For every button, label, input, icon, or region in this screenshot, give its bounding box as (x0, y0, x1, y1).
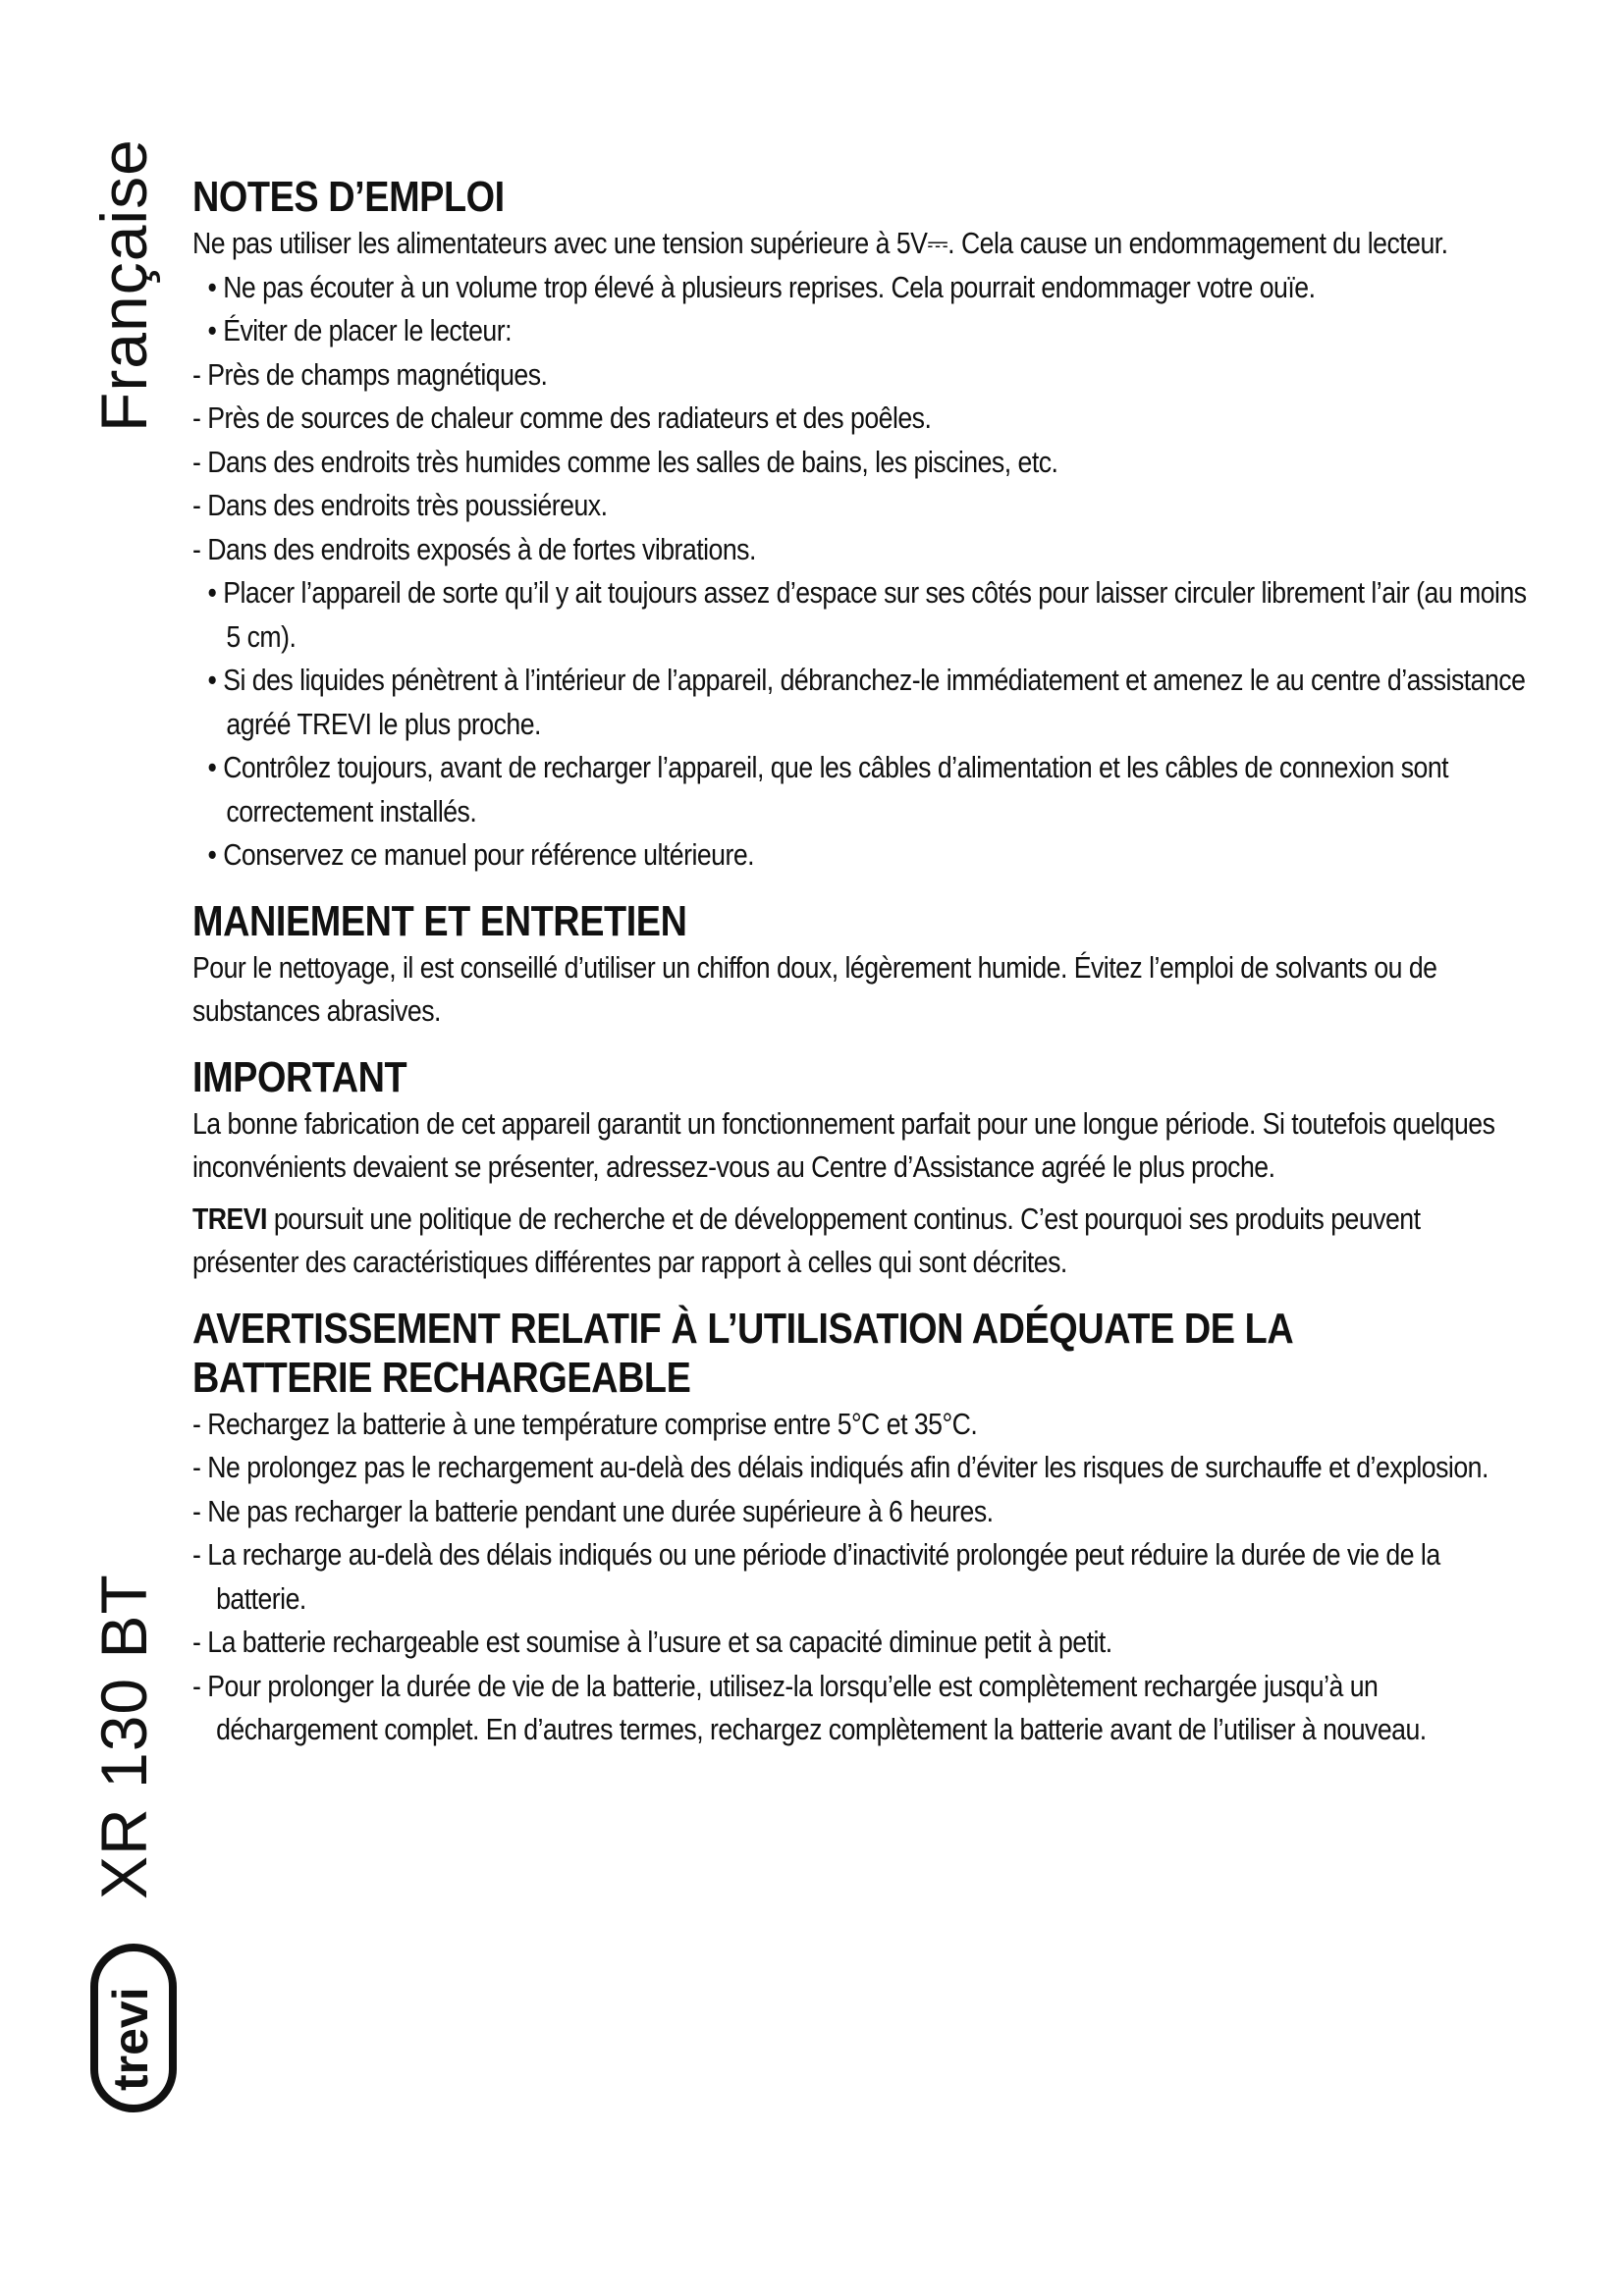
notes-item: • Conservez ce manuel pour référence ultérieure. (207, 837, 755, 872)
notes-item: • Éviter de placer le lecteur: (207, 313, 512, 347)
trevi-logo (88, 1944, 179, 2112)
notes-item: - Dans des endroits très poussiéreux. (192, 488, 608, 522)
battery-heading-line1: AVERTISSEMENT RELATIF À L’UTILISATION ADÉQUATE DE LA (192, 1304, 1294, 1353)
notes-intro: Ne pas utiliser les alimentateurs avec une tension supérieure à 5V⎓. Cela cause un endommagement du lecteur. (192, 226, 1448, 260)
notes-item: - Près de sources de chaleur comme des radiateurs et des poêles. (192, 400, 932, 435)
notes-item: • Si des liquides pénètrent à l’intérieur de l’appareil, débranchez-le immédiatement et amenez le au centre d’assistance agréé TREVI le plus proche. (207, 663, 1526, 741)
notes-item: - Dans des endroits très humides comme les salles de bains, les piscines, etc. (192, 444, 1058, 479)
battery-item: - Ne prolongez pas le rechargement au-delà des délais indiqués afin d’éviter les risques de surchauffe et d’explosion. (192, 1450, 1489, 1484)
battery-item: - Pour prolonger la durée de vie de la batterie, utilisez-la lorsqu’elle est complètement rechargée jusqu’à un déchargement complet. En d’autres termes, rechargez complètement la batterie avant de l’utiliser à nouveau. (192, 1668, 1427, 1746)
svg-text:trevi: trevi (103, 1987, 158, 2091)
important-heading: IMPORTANT (192, 1052, 407, 1101)
policy-paragraph (192, 1198, 1532, 1285)
battery-item: - Ne pas recharger la batterie pendant une durée supérieure à 6 heures. (192, 1493, 994, 1528)
maintenance-heading: MANIEMENT ET ENTRETIEN (192, 896, 687, 945)
notes-item: - Près de champs magnétiques. (192, 356, 548, 392)
important-text: La bonne fabrication de cet appareil garantit un fonctionnement parfait pour une longue période. Si toutefois quelques inconvénients devaient se présenter, adressez-vous au Centre d’Assistance agréé le plus proche. (192, 1105, 1495, 1184)
language-label: Française (87, 138, 160, 432)
notes-item: • Ne pas écouter à un volume trop élevé à plusieurs reprises. Cela pourrait endommager votre ouïe. (207, 269, 1316, 304)
notes-item: - Dans des endroits exposés à de fortes vibrations. (192, 531, 756, 566)
policy-text: poursuit une politique de recherche et de développement continus. C’est pourquoi ses produits peuvent présenter des caractéristiques différentes par rapport à celles qui sont décrites. (192, 1201, 1421, 1279)
brand-name: TREVI (192, 1201, 267, 1236)
model-label: XR 130 BT (87, 1574, 160, 1899)
battery-item: - La recharge au-delà des délais indiqués ou une période d’inactivité prolongée peut réduire la durée de vie de la batterie. (192, 1537, 1440, 1616)
notes-item: • Contrôlez toujours, avant de recharger l’appareil, que les câbles d’alimentation et les câbles de connexion sont correctement installés. (207, 750, 1449, 828)
document-body (192, 173, 1532, 1752)
notes-heading: NOTES D’EMPLOI (192, 173, 505, 221)
notes-item: • Placer l’appareil de sorte qu’il y ait toujours assez d’espace sur ses côtés pour laisser circuler librement l’air (au moins 5 cm). (207, 575, 1527, 654)
battery-item: - Rechargez la batterie à une température comprise entre 5°C et 35°C. (192, 1406, 978, 1441)
battery-heading-line2: BATTERIE RECHARGEABLE (192, 1353, 691, 1402)
battery-item: - La batterie rechargeable est soumise à l’usure et sa capacité diminue petit à petit. (192, 1625, 1112, 1659)
maintenance-text: Pour le nettoyage, il est conseillé d’utiliser un chiffon doux, légèrement humide. Évitez l’emploi de solvants ou de substances abrasives. (192, 949, 1437, 1028)
